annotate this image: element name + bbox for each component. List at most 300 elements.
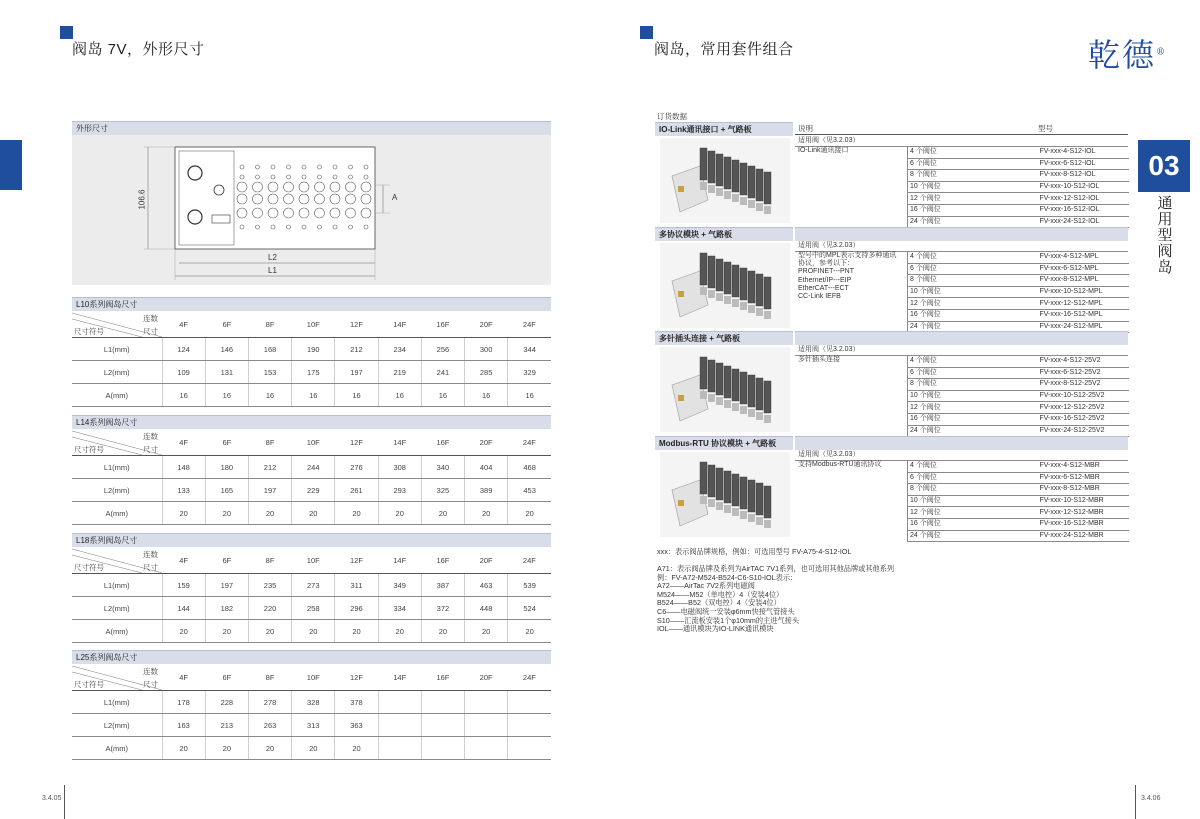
kit-description-line: 支持Modbus-RTU通讯协议 <box>798 461 882 468</box>
table-cell: 340 <box>421 456 464 479</box>
table-row <box>72 338 551 361</box>
model-number-cell: FV-xxx-8-S12-25V2 <box>1038 379 1129 391</box>
order-row <box>908 518 1129 530</box>
table-cell: 124 <box>162 338 205 361</box>
dimension-table-title: L18系列阀岛尺寸 <box>72 533 551 547</box>
kit-section-title: IO-Link通讯接口 + 气路板 <box>655 122 793 136</box>
dimension-table <box>72 547 551 643</box>
dimension-table <box>72 664 551 760</box>
kit-description <box>798 461 908 469</box>
order-row <box>908 263 1129 275</box>
valve-count-cell: 8 个阀位 <box>908 275 1038 287</box>
note-line: M524——M52（单电控）4（安装4位） <box>657 589 784 599</box>
model-number-cell: FV-xxx-6-S12-IOL <box>1038 158 1129 170</box>
row-label: L1(mm) <box>72 574 162 597</box>
column-header: 24F <box>508 311 551 338</box>
height-dimension-label: 106.6 <box>137 189 147 210</box>
section-edge-tab-left <box>0 140 22 190</box>
section-number-tab <box>1138 140 1190 192</box>
note-line: 例：FV-A72-M524-B524-C6-S10-IOL表示： <box>657 572 798 582</box>
column-header: 6F <box>205 311 248 338</box>
header-size-label: 尺寸 <box>143 445 158 454</box>
table-cell <box>378 737 421 760</box>
table-cell: 148 <box>162 456 205 479</box>
vertical-char: 型 <box>1157 227 1173 244</box>
table-cell: 20 <box>421 620 464 643</box>
order-row <box>908 286 1129 298</box>
model-number-cell: FV-xxx-24-S12-MBR <box>1038 530 1129 542</box>
table-cell: 153 <box>248 361 291 384</box>
kit-description <box>798 252 908 301</box>
column-header: 14F <box>378 429 421 456</box>
table-cell: 20 <box>421 502 464 525</box>
order-row <box>908 170 1129 182</box>
table-row <box>72 574 551 597</box>
order-row <box>908 484 1129 496</box>
table-cell: 182 <box>205 597 248 620</box>
model-number-cell: FV-xxx-6-S12-25V2 <box>1038 367 1129 379</box>
valve-count-cell: 6 个阀位 <box>908 263 1038 275</box>
column-header: 4F <box>162 664 205 691</box>
section-number: 03 <box>1148 150 1180 181</box>
table-cell: 20 <box>248 502 291 525</box>
order-row <box>908 390 1129 402</box>
model-number-cell: FV-xxx-6-S12-MBR <box>1038 472 1129 484</box>
column-header: 8F <box>248 429 291 456</box>
applicable-valve-text: 适用阀（见3.2.03） <box>798 137 860 144</box>
table-cell: 349 <box>378 574 421 597</box>
table-row <box>72 691 551 714</box>
order-table <box>907 252 1129 333</box>
table-cell: 212 <box>248 456 291 479</box>
dimension-table-block <box>72 415 551 525</box>
note-line: C6——电磁阀统一安装φ6mm快接气管接头 <box>657 606 795 616</box>
valve-count-cell: 4 个阀位 <box>908 356 1038 367</box>
note-line: A71：表示阀品牌及系列为AirTAC 7V1系列，也可选用其他品牌或其他系列 <box>657 564 895 573</box>
valve-count-cell: 4 个阀位 <box>908 461 1038 472</box>
order-row <box>908 252 1129 263</box>
header-count-label: 连数 <box>143 314 158 323</box>
applicable-valve-text: 适用阀（见3.2.03） <box>798 242 860 249</box>
vertical-char: 阀 <box>1157 243 1173 260</box>
table-cell: 20 <box>205 502 248 525</box>
table-cell: 273 <box>292 574 335 597</box>
table-cell: 378 <box>335 691 378 714</box>
table-cell: 219 <box>378 361 421 384</box>
table-cell: 329 <box>508 361 551 384</box>
table-cell: 190 <box>292 338 335 361</box>
table-row <box>72 479 551 502</box>
order-row <box>908 379 1129 391</box>
table-cell: 468 <box>508 456 551 479</box>
table-cell: 311 <box>335 574 378 597</box>
model-number-cell: FV-xxx-12-S12-MPL <box>1038 298 1129 310</box>
order-row <box>908 181 1129 193</box>
table-row <box>72 597 551 620</box>
model-number-cell: FV-xxx-16-S12-MPL <box>1038 309 1129 321</box>
page-divider-right <box>1135 785 1136 819</box>
table-cell: 20 <box>248 620 291 643</box>
l1-dimension-label: L1 <box>268 266 277 275</box>
row-header-diagonal-cell <box>72 311 162 338</box>
table-cell: 20 <box>335 502 378 525</box>
valve-count-cell: 12 个阀位 <box>908 402 1038 414</box>
valve-count-cell: 24 个阀位 <box>908 530 1038 542</box>
header-symbol-label: 尺寸符号 <box>74 445 104 454</box>
column-header: 14F <box>378 547 421 574</box>
order-row <box>908 425 1129 437</box>
kit-description-line: PROFINET---PNT <box>798 268 854 276</box>
valve-count-cell: 8 个阀位 <box>908 484 1038 496</box>
table-cell: 235 <box>248 574 291 597</box>
table-cell: 16 <box>465 384 508 407</box>
table-cell: 109 <box>162 361 205 384</box>
table-cell <box>421 691 464 714</box>
table-cell: 448 <box>465 597 508 620</box>
table-cell: 197 <box>335 361 378 384</box>
valve-count-cell: 10 个阀位 <box>908 286 1038 298</box>
table-cell: 213 <box>205 714 248 737</box>
table-cell: 258 <box>292 597 335 620</box>
kit-description <box>798 147 908 155</box>
table-cell <box>508 691 551 714</box>
column-header: 16F <box>421 664 464 691</box>
description-column-header: 说明 <box>798 124 813 133</box>
table-cell: 175 <box>292 361 335 384</box>
a-dimension-label: A <box>392 193 398 202</box>
valve-count-cell: 6 个阀位 <box>908 472 1038 484</box>
table-cell: 20 <box>508 620 551 643</box>
column-header: 12F <box>335 429 378 456</box>
column-header: 12F <box>335 664 378 691</box>
column-header: 8F <box>248 664 291 691</box>
model-number-cell: FV-xxx-10-S12-25V2 <box>1038 390 1129 402</box>
table-cell: 168 <box>248 338 291 361</box>
table-cell: 20 <box>465 502 508 525</box>
table-cell: 539 <box>508 574 551 597</box>
table-cell: 20 <box>205 620 248 643</box>
note-line: S10——汇流板安装1个φ10mm的主进气接头 <box>657 615 800 625</box>
valve-count-cell: 16 个阀位 <box>908 309 1038 321</box>
title-square-right <box>640 26 653 39</box>
table-cell: 20 <box>205 737 248 760</box>
column-header: 10F <box>292 664 335 691</box>
model-number-cell: FV-xxx-8-S12-MBR <box>1038 484 1129 496</box>
applicable-valve-row <box>795 344 1128 356</box>
kit-description-line: 协议，参考以下： <box>798 260 854 268</box>
table-cell: 131 <box>205 361 248 384</box>
row-label: L2(mm) <box>72 714 162 737</box>
table-cell: 263 <box>248 714 291 737</box>
column-header: 24F <box>508 429 551 456</box>
applicable-valve-row <box>795 240 1128 252</box>
dimension-table-title: L10系列阀岛尺寸 <box>72 297 551 311</box>
applicable-valve-text: 适用阀（见3.2.03） <box>798 451 860 458</box>
page-number-right: 3.4.06 <box>1141 795 1161 802</box>
row-label: L2(mm) <box>72 597 162 620</box>
row-label: L2(mm) <box>72 479 162 502</box>
order-row <box>908 158 1129 170</box>
table-cell: 144 <box>162 597 205 620</box>
table-cell: 20 <box>335 737 378 760</box>
row-header-diagonal-cell <box>72 664 162 691</box>
table-cell: 325 <box>421 479 464 502</box>
page-title-left: 阀岛 7V，外形尺寸 <box>72 41 205 58</box>
kit-section-title: 多针插头连接 + 气路板 <box>655 331 793 345</box>
table-cell <box>465 737 508 760</box>
dimension-table-block <box>72 297 551 407</box>
table-cell: 256 <box>421 338 464 361</box>
valve-count-cell: 10 个阀位 <box>908 495 1038 507</box>
table-row <box>72 456 551 479</box>
table-cell: 389 <box>465 479 508 502</box>
order-row <box>908 216 1129 228</box>
l2-dimension-label: L2 <box>268 253 277 262</box>
column-header: 16F <box>421 311 464 338</box>
table-cell: 20 <box>378 502 421 525</box>
table-cell: 133 <box>162 479 205 502</box>
order-table <box>907 147 1129 228</box>
table-cell: 229 <box>292 479 335 502</box>
table-cell: 16 <box>162 384 205 407</box>
dimension-table-block <box>72 533 551 643</box>
kit-description-line: 型号中的MPL表示支持多种通讯 <box>798 252 897 259</box>
table-cell <box>508 714 551 737</box>
model-number-cell: FV-xxx-24-S12-IOL <box>1038 216 1129 228</box>
order-row <box>908 275 1129 287</box>
dimension-section-bar: 外形尺寸 <box>72 121 551 135</box>
table-cell <box>508 737 551 760</box>
table-cell: 16 <box>335 384 378 407</box>
table-cell: 276 <box>335 456 378 479</box>
row-label: A(mm) <box>72 502 162 525</box>
vertical-char: 岛 <box>1157 259 1173 276</box>
column-header: 16F <box>421 429 464 456</box>
table-cell <box>421 737 464 760</box>
order-row <box>908 495 1129 507</box>
table-cell: 20 <box>162 737 205 760</box>
order-row <box>908 193 1129 205</box>
table-cell <box>465 714 508 737</box>
table-cell: 212 <box>335 338 378 361</box>
model-number-cell: FV-xxx-12-S12-IOL <box>1038 193 1129 205</box>
valve-count-cell: 12 个阀位 <box>908 298 1038 310</box>
kit-section-title: Modbus-RTU 协议模块 + 气路板 <box>655 436 793 450</box>
table-cell: 20 <box>465 620 508 643</box>
page-number-left: 3.4.05 <box>42 795 62 802</box>
table-cell: 20 <box>292 620 335 643</box>
table-row <box>72 737 551 760</box>
order-table <box>907 356 1129 437</box>
header-size-label: 尺寸 <box>143 563 158 572</box>
table-row <box>72 620 551 643</box>
note-line: A72——AirTac 7V2系列电磁阀 <box>657 581 755 591</box>
table-cell: 293 <box>378 479 421 502</box>
table-row <box>72 361 551 384</box>
row-label: L1(mm) <box>72 456 162 479</box>
model-number-cell: FV-xxx-12-S12-MBR <box>1038 507 1129 519</box>
model-number-cell: FV-xxx-8-S12-IOL <box>1038 170 1129 182</box>
section-vertical-title <box>1155 196 1175 276</box>
valve-island-illustration <box>660 452 790 537</box>
valve-island-product-image <box>660 243 790 328</box>
order-row <box>908 298 1129 310</box>
valve-count-cell: 4 个阀位 <box>908 252 1038 263</box>
dimension-table-title: L14系列阀岛尺寸 <box>72 415 551 429</box>
table-row <box>72 384 551 407</box>
header-size-label: 尺寸 <box>143 327 158 336</box>
table-cell: 165 <box>205 479 248 502</box>
table-cell: 159 <box>162 574 205 597</box>
kit-section-bar-fill <box>795 227 1128 241</box>
valve-count-cell: 24 个阀位 <box>908 216 1038 228</box>
valve-island-illustration <box>660 138 790 223</box>
header-count-label: 连数 <box>143 432 158 441</box>
row-label: L1(mm) <box>72 338 162 361</box>
table-cell: 261 <box>335 479 378 502</box>
column-header: 24F <box>508 664 551 691</box>
row-label: L2(mm) <box>72 361 162 384</box>
table-cell: 300 <box>465 338 508 361</box>
column-header: 10F <box>292 429 335 456</box>
column-header: 4F <box>162 311 205 338</box>
column-header: 6F <box>205 547 248 574</box>
table-cell: 16 <box>248 384 291 407</box>
table-cell: 178 <box>162 691 205 714</box>
table-cell: 16 <box>421 384 464 407</box>
applicable-valve-text: 适用阀（见3.2.03） <box>798 346 860 353</box>
applicable-valve-row <box>795 135 1128 147</box>
kit-section-bar-fill <box>795 331 1128 345</box>
dimension-table-title: L25系列阀岛尺寸 <box>72 650 551 664</box>
kit-description-line: Ethernet/IP---EIP <box>798 276 852 284</box>
table-cell: 363 <box>335 714 378 737</box>
header-count-label: 连数 <box>143 550 158 559</box>
applicable-valve-row <box>795 449 1128 461</box>
valve-count-cell: 8 个阀位 <box>908 379 1038 391</box>
valve-island-drawing <box>72 135 551 285</box>
valve-island-product-image <box>660 347 790 432</box>
table-cell: 404 <box>465 456 508 479</box>
model-column-header: 型号 <box>1038 124 1053 133</box>
table-cell: 234 <box>378 338 421 361</box>
page-title-right: 阀岛，常用套件组合 <box>654 41 794 58</box>
table-header-row <box>72 547 551 574</box>
model-number-cell: FV-xxx-16-S12-25V2 <box>1038 413 1129 425</box>
model-number-cell: FV-xxx-16-S12-MBR <box>1038 518 1129 530</box>
table-cell: 463 <box>465 574 508 597</box>
model-number-cell: FV-xxx-4-S12-MPL <box>1038 252 1129 263</box>
table-cell: 220 <box>248 597 291 620</box>
kit-section-bar-fill <box>795 436 1128 450</box>
table-cell: 334 <box>378 597 421 620</box>
table-cell: 244 <box>292 456 335 479</box>
model-number-cell: FV-xxx-10-S12-IOL <box>1038 181 1129 193</box>
table-cell: 20 <box>248 737 291 760</box>
column-header: 14F <box>378 664 421 691</box>
table-cell: 453 <box>508 479 551 502</box>
table-cell: 20 <box>162 620 205 643</box>
kit-section-title: 多协议模块 + 气路板 <box>655 227 793 241</box>
table-row <box>72 502 551 525</box>
table-cell <box>378 691 421 714</box>
valve-island-product-image <box>660 138 790 223</box>
order-row <box>908 356 1129 367</box>
table-cell: 163 <box>162 714 205 737</box>
order-table <box>907 461 1129 542</box>
column-header: 24F <box>508 547 551 574</box>
order-row <box>908 413 1129 425</box>
column-header: 20F <box>465 664 508 691</box>
header-symbol-label: 尺寸符号 <box>74 680 104 689</box>
model-number-cell: FV-xxx-16-S12-IOL <box>1038 204 1129 216</box>
order-row <box>908 309 1129 321</box>
order-row <box>908 147 1129 158</box>
model-number-cell: FV-xxx-10-S12-MPL <box>1038 286 1129 298</box>
table-cell: 344 <box>508 338 551 361</box>
row-label: A(mm) <box>72 620 162 643</box>
valve-count-cell: 10 个阀位 <box>908 390 1038 402</box>
order-row <box>908 461 1129 472</box>
valve-count-cell: 6 个阀位 <box>908 158 1038 170</box>
table-cell: 20 <box>335 620 378 643</box>
kit-description <box>798 356 908 364</box>
registered-mark: ® <box>1156 47 1168 58</box>
valve-count-cell: 6 个阀位 <box>908 367 1038 379</box>
dimension-table-block <box>72 650 551 760</box>
dimension-drawing <box>72 135 551 285</box>
column-header: 8F <box>248 311 291 338</box>
column-header: 14F <box>378 311 421 338</box>
table-cell: 278 <box>248 691 291 714</box>
valve-island-product-image <box>660 452 790 537</box>
table-cell: 228 <box>205 691 248 714</box>
table-cell: 20 <box>292 502 335 525</box>
column-header: 12F <box>335 547 378 574</box>
table-cell: 296 <box>335 597 378 620</box>
dimension-table <box>72 429 551 525</box>
table-cell: 20 <box>378 620 421 643</box>
table-header-row <box>72 429 551 456</box>
model-number-cell: FV-xxx-6-S12-MPL <box>1038 263 1129 275</box>
table-cell <box>465 691 508 714</box>
table-cell: 146 <box>205 338 248 361</box>
valve-count-cell: 16 个阀位 <box>908 518 1038 530</box>
valve-count-cell: 16 个阀位 <box>908 413 1038 425</box>
table-cell: 387 <box>421 574 464 597</box>
kit-description-line: IO-Link通讯接口 <box>798 147 849 154</box>
column-header: 10F <box>292 311 335 338</box>
table-cell: 16 <box>205 384 248 407</box>
kit-description-line: CC-Link IEFB <box>798 293 841 301</box>
brand-logo <box>1088 30 1167 76</box>
column-header: 20F <box>465 311 508 338</box>
valve-island-illustration <box>660 243 790 328</box>
table-cell: 16 <box>378 384 421 407</box>
dimension-table <box>72 311 551 407</box>
valve-count-cell: 4 个阀位 <box>908 147 1038 158</box>
note-line: IOL——通讯模块为IO-LINK通讯模块 <box>657 624 774 634</box>
table-cell: 197 <box>248 479 291 502</box>
table-cell: 313 <box>292 714 335 737</box>
table-cell: 241 <box>421 361 464 384</box>
valve-count-cell: 10 个阀位 <box>908 181 1038 193</box>
table-cell <box>421 714 464 737</box>
header-size-label: 尺寸 <box>143 680 158 689</box>
column-header: 16F <box>421 547 464 574</box>
valve-count-cell: 12 个阀位 <box>908 507 1038 519</box>
table-row <box>72 714 551 737</box>
